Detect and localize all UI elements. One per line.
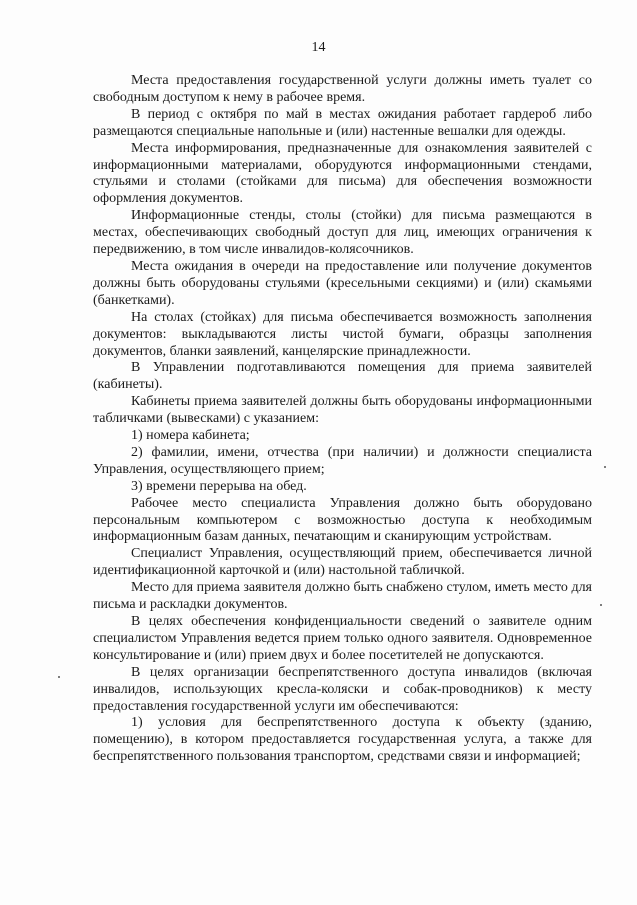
scan-speck — [604, 466, 606, 468]
scan-speck — [58, 676, 60, 678]
document-body — [93, 73, 592, 766]
paragraph: В Управлении подготавливаются помещения для приема заявителей (кабинеты). — [93, 360, 592, 393]
paragraph: Информационные стенды, столы (стойки) для письма размещаются в местах, обеспечивающих свободный доступ для лиц, имеющих ограничения к передвижению, в том числе инвалидов-колясочников. — [93, 208, 592, 258]
list-item: 1) номера кабинета; — [131, 428, 250, 444]
paragraph: Места информирования, предназначенные для ознакомления заявителей с информационными материалами, оборудуются информационными стендами, стульями и столами (стойками для письма) для обеспечения возможности оформления документов. — [93, 140, 592, 207]
list-item: 3) времени перерыва на обед. — [131, 478, 307, 494]
paragraph: Места ожидания в очереди на предоставление или получение документов должны быть оборудованы стульями (кресельными секциями) и (или) скамьями (банкетками). — [93, 258, 592, 308]
scan-speck — [600, 604, 602, 606]
page-number: 14 — [311, 40, 326, 55]
list-item: 1) условия для беспрепятственного доступа к объекту (зданию, помещению), в котором предоставляется государственная услуга, а также для беспрепятственного пользования транспортом, средствами связи и информацией; — [93, 715, 592, 765]
paragraph: Специалист Управления, осуществляющий прием, обеспечивается личной идентификационной карточкой и (или) настольной табличкой. — [93, 546, 592, 579]
list-item: 2) фамилии, имени, отчества (при наличии) и должности специалиста Управления, осуществляющего прием; — [93, 444, 592, 477]
paragraph: На столах (стойках) для письма обеспечивается возможность заполнения документов: выкладываются листы чистой бумаги, образцы заполнения документов, бланки заявлений, канцелярские принадлежности. — [93, 309, 592, 359]
paragraph: В целях обеспечения конфиденциальности сведений о заявителе одним специалистом Управления ведется прием только одного заявителя. Одновременное консультирование и (или) прием двух и более посетителей не допускаются. — [93, 614, 592, 663]
paragraph: Рабочее место специалиста Управления должно быть оборудовано персональным компьютером с возможностью доступа к необходимым информационным базам данных, печатающим и сканирующим устройствам. — [93, 495, 592, 545]
paragraph: В целях организации беспрепятственного доступа инвалидов (включая инвалидов, использующих кресла-коляски и собак-проводников) к месту предоставления государственной услуги им обеспечиваются: — [93, 664, 592, 714]
paragraph: Кабинеты приема заявителей должны быть оборудованы информационными табличками (вывесками) с указанием: — [93, 394, 592, 427]
paragraph: В период с октября по май в местах ожидания работает гардероб либо размещаются специальные напольные и (или) настенные вешалки для одежды. — [93, 106, 592, 139]
paragraph: Места предоставления государственной услуги должны иметь туалет со свободным доступом к нему в рабочее время. — [93, 73, 592, 105]
paragraph: Место для приема заявителя должно быть снабжено стулом, иметь место для письма и раскладки документов. — [93, 580, 592, 613]
